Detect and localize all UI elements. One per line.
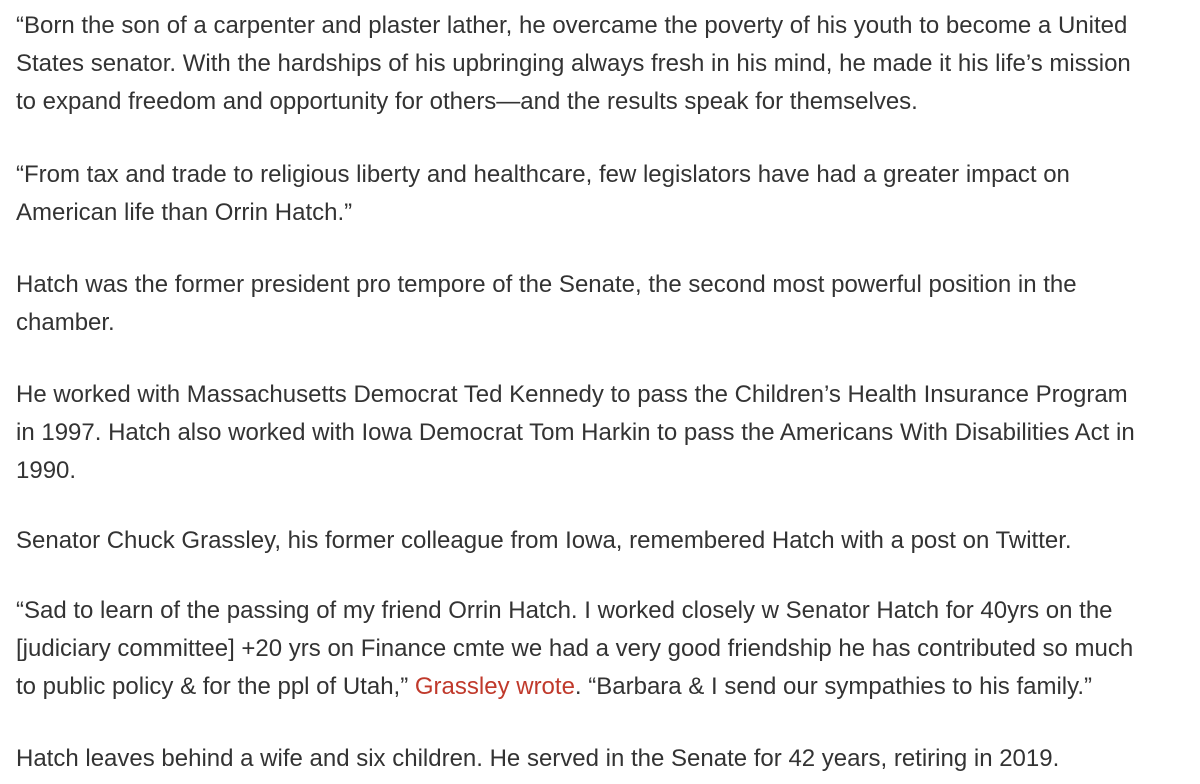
paragraph-grassley-intro: [16, 522, 1186, 560]
paragraph-quote-impact: [16, 156, 1186, 232]
text-line-before-link: to public policy & for the ppl of Utah,”: [16, 673, 415, 700]
text-line: American life than Orrin Hatch.”: [16, 199, 353, 226]
text-line: [judiciary committee] +20 yrs on Finance cmte we had a very good friendship he has contributed so much: [16, 635, 1134, 662]
text-line: 1990.: [16, 457, 77, 484]
text-line: in 1997. Hatch also worked with Iowa Democrat Tom Harkin to pass the Americans With Disabilities Act in: [16, 419, 1135, 446]
paragraph-legislation: [16, 376, 1186, 490]
text-line: States senator. With the hardships of his upbringing always fresh in his mind, he made it his life’s mission: [16, 50, 1131, 77]
text-line: to expand freedom and opportunity for others—and the results speak for themselves.: [16, 88, 918, 115]
text-line: chamber.: [16, 309, 115, 336]
text-line: “Born the son of a carpenter and plaster lather, he overcame the poverty of his youth to become a United: [16, 12, 1128, 39]
paragraph-grassley-quote: [16, 592, 1186, 706]
paragraph-quote-biography: [16, 7, 1186, 121]
text-line: Hatch was the former president pro tempore of the Senate, the second most powerful position in the: [16, 271, 1077, 298]
text-line: He worked with Massachusetts Democrat Ted Kennedy to pass the Children’s Health Insurance Program: [16, 381, 1128, 408]
text-line-after-link: . “Barbara & I send our sympathies to his family.”: [574, 673, 1093, 700]
paragraph-family-career: [16, 740, 1186, 778]
text-line: Hatch leaves behind a wife and six children. He served in the Senate for 42 years, retiring in 2019.: [16, 745, 1060, 772]
text-line: “From tax and trade to religious liberty and healthcare, few legislators have had a greater impact on: [16, 161, 1070, 188]
text-line: Senator Chuck Grassley, his former colleague from Iowa, remembered Hatch with a post on Twitter.: [16, 527, 1072, 554]
paragraph-president-pro-tempore: [16, 266, 1186, 342]
text-line: “Sad to learn of the passing of my friend Orrin Hatch. I worked closely w Senator Hatch for 40yrs on the: [16, 597, 1113, 624]
grassley-wrote-link[interactable]: Grassley wrote: [414, 673, 575, 700]
